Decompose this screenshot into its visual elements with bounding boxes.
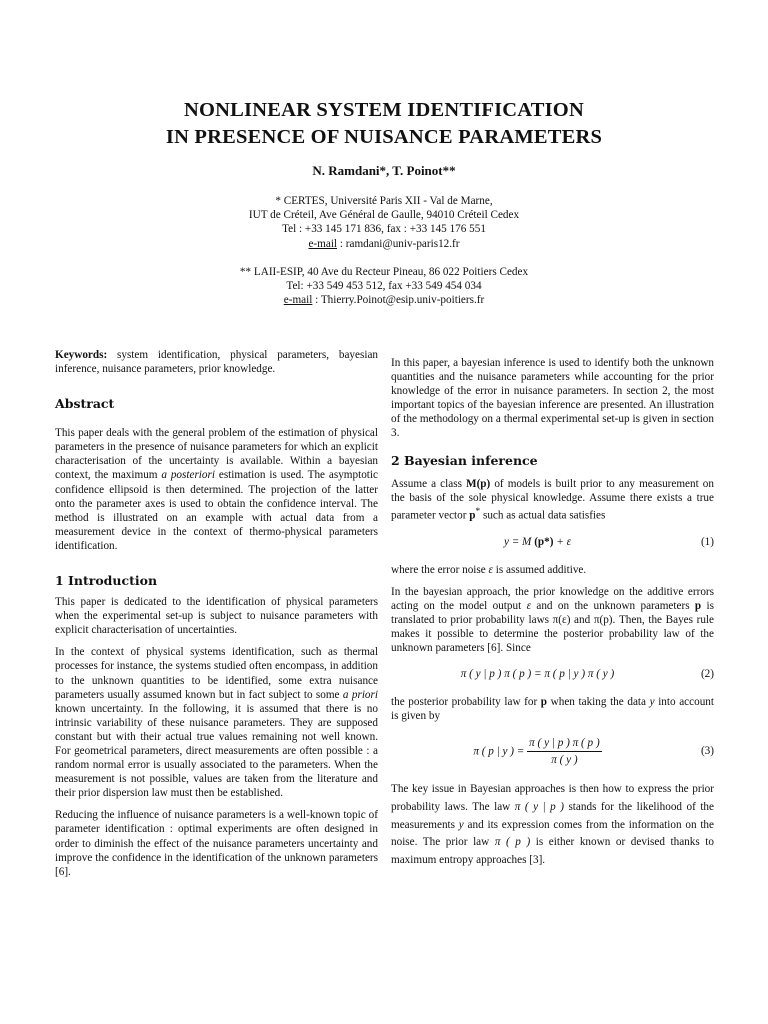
star-symbol: *: [475, 506, 481, 517]
affil1-line2: IUT de Créteil, Ave Général de Gaulle, 94010 Créteil Cedex: [248, 209, 520, 222]
model-class-symbol: M: [466, 477, 477, 490]
text-run: estimation is used. The asymptotic confidence ellipsoid is then determined. The projection of the latter onto the parameter axes is used to obtain the confidence interval. The method is illustrated on an example with actual data from a measurement device in the context of thermo-physical parameters identification.: [55, 469, 378, 552]
fraction-numerator: π ( y | p ) π ( p ): [527, 736, 602, 752]
text-run: is translated to prior probability laws π(ε) and π(p). Then, the Bayes rule makes it possible to determine the posterior probability law of the unknown parameters [6]. Since: [391, 599, 714, 655]
equation-2-body: π ( y | p ) π ( p ) = π ( p | y ) π ( y ): [460, 668, 615, 681]
email-address: : Thierry.Poinot@esip.univ-poitiers.fr: [312, 294, 485, 307]
text-run: where the error noise: [391, 563, 489, 576]
text-run: is either known or devised thanks to maximum entropy approaches [3].: [391, 836, 714, 866]
intro-paragraph-1: This paper is dedicated to the identification of physical parameters when the experimental set-up is subject to nuisance parameters with explicit characterisation of uncertainties.: [55, 596, 378, 637]
fraction: [527, 736, 602, 767]
equation-2: [391, 663, 714, 685]
equation-2-number: (2): [700, 668, 714, 681]
prior-law: π ( p ): [494, 836, 531, 849]
text-run: of models is built prior to any measurement on the basis of the sole physical knowledge. Assume there exists a true parameter vector: [391, 477, 714, 522]
right-intro-paragraph: In this paper, a bayesian inference is used to identify both the unknown quantities and the nuisance parameters while accounting for the prior knowledge of the error in nuisance parameters. In section 2, the most important topics of the bayesian inference are presented. An illustration of the methodology on a thermal experimental set-up is given in section 3.: [391, 357, 714, 440]
text-run: + ε: [553, 535, 572, 548]
intro-paragraph-2: [55, 645, 378, 800]
authors: N. Ramdani*, T. Poinot**: [312, 163, 456, 178]
param-symbol: p: [694, 599, 702, 612]
likelihood-law: π ( y | p ): [514, 800, 564, 813]
keywords-label: Keywords:: [55, 349, 108, 361]
text-run: into account is given by: [391, 696, 714, 723]
left-column: [55, 348, 378, 887]
bayes-paragraph-4: [391, 695, 714, 723]
email-address: : ramdani@univ-paris12.fr: [337, 237, 460, 250]
text-run: y = M: [503, 535, 535, 548]
title-line-2: IN PRESENCE OF NUISANCE PARAMETERS: [165, 126, 603, 148]
intro-heading: 1 Introduction: [55, 573, 158, 589]
equation-3-body: [391, 736, 684, 767]
abstract-heading: Abstract: [55, 396, 115, 412]
keywords: [55, 348, 378, 376]
bayes-paragraph-3: [391, 585, 714, 655]
text-run: when taking the data: [547, 696, 650, 709]
text-run: known uncertainty. In the following, it is assumed that there is no intrinsic variability of these nuisance parameters. They are supposed constant but with their actual true values remaining not well known. For geometrical parameters, direct measurements are often possible : a random normal error is usually associated to the parameters. When the measurement is not possible, values are taken from the literature and their prior dispersion law must then be established.: [55, 702, 378, 800]
bayes-paragraph-2: [391, 563, 714, 577]
epsilon-symbol: ε: [488, 563, 493, 576]
right-column: [391, 356, 714, 877]
text-run: In the context of physical systems identification, such as thermal processes for instance, the systems studied often encompass, in addition to the unknown quantities to be identified, some extra nuisance parameters usually assumed known but in fact subject to some: [55, 646, 378, 701]
text-run: and its expression comes from the information on the noise. The prior law: [391, 818, 714, 849]
text-run: stands for the likelihood of the measurements: [391, 800, 714, 831]
affil1-line1: * CERTES, Université Paris XII - Val de Marne,: [275, 195, 493, 207]
affil2-line1: ** LAII-ESIP, 40 Ave du Recteur Pineau, 86 022 Poitiers Cedex: [239, 266, 529, 278]
param-symbol: p: [540, 696, 548, 709]
bayes-paragraph-5: [391, 781, 714, 869]
equation-3-number: (3): [700, 745, 714, 758]
fraction-denominator: π ( y ): [551, 753, 578, 766]
affil2-email: [0, 293, 768, 307]
affiliation-1: [0, 194, 768, 251]
keywords-text: system identification, physical parameters, bayesian inference, nuisance parameters, prior knowledge.: [55, 349, 378, 376]
affil1-line3: Tel : +33 145 171 836, fax : +33 145 176 551: [282, 223, 486, 236]
text-run: the posterior probability law for: [391, 696, 541, 709]
abstract-paragraph: [55, 426, 378, 553]
y-symbol: y: [649, 696, 655, 709]
italic-run: a priori: [342, 688, 378, 701]
y-symbol: y: [458, 818, 464, 831]
text-run: such as actual data satisfies: [480, 509, 606, 522]
text-run: π ( p | y ) =: [473, 745, 525, 758]
affil2-line2: Tel: +33 549 453 512, fax +33 549 454 034: [286, 280, 482, 293]
bayes-heading: 2 Bayesian inference: [391, 452, 538, 468]
text-run: (p*): [534, 535, 554, 548]
text-run: is assumed additive.: [492, 563, 587, 576]
equation-1: [391, 531, 714, 553]
text-run: The key issue in Bayesian approaches is then how to express the prior probability laws. The law: [391, 783, 714, 813]
email-label: e-mail: [308, 237, 338, 250]
text-run: In the bayesian approach, the prior knowledge on the additive errors acting on the model output: [391, 585, 714, 612]
title-line-1: NONLINEAR SYSTEM IDENTIFICATION: [184, 99, 584, 121]
affiliation-2: [0, 265, 768, 308]
bayes-paragraph-5-wrap: [391, 781, 714, 869]
param-symbol: p: [469, 509, 476, 522]
paper-title: [0, 97, 768, 151]
email-label: e-mail: [283, 294, 313, 307]
equation-1-number: (1): [700, 535, 714, 548]
bayes-paragraph-1: [391, 477, 714, 523]
epsilon-symbol: ε: [526, 599, 531, 612]
affil1-email: [0, 237, 768, 251]
param-symbol: (p): [476, 477, 491, 490]
text-run: and on the unknown parameters: [531, 599, 695, 612]
equation-1-body: [391, 535, 684, 549]
italic-run: a posteriori: [161, 469, 215, 482]
equation-3: [391, 731, 714, 771]
text-run: Assume a class: [391, 477, 466, 490]
text-run: This paper deals with the general problem of the estimation of physical parameters in the presence of nuisance parameters for which an explicit characterisation of the uncertainty is available. Within a bayesian context, the maximum: [55, 427, 378, 482]
intro-paragraph-3: Reducing the influence of nuisance parameters is a well-known topic of parameter identification : optimal experiments are often designed in order to diminish the effect of the nuisance parameters uncertainty and improve the confidence in the identification of the unknown parameters [6].: [55, 809, 378, 878]
